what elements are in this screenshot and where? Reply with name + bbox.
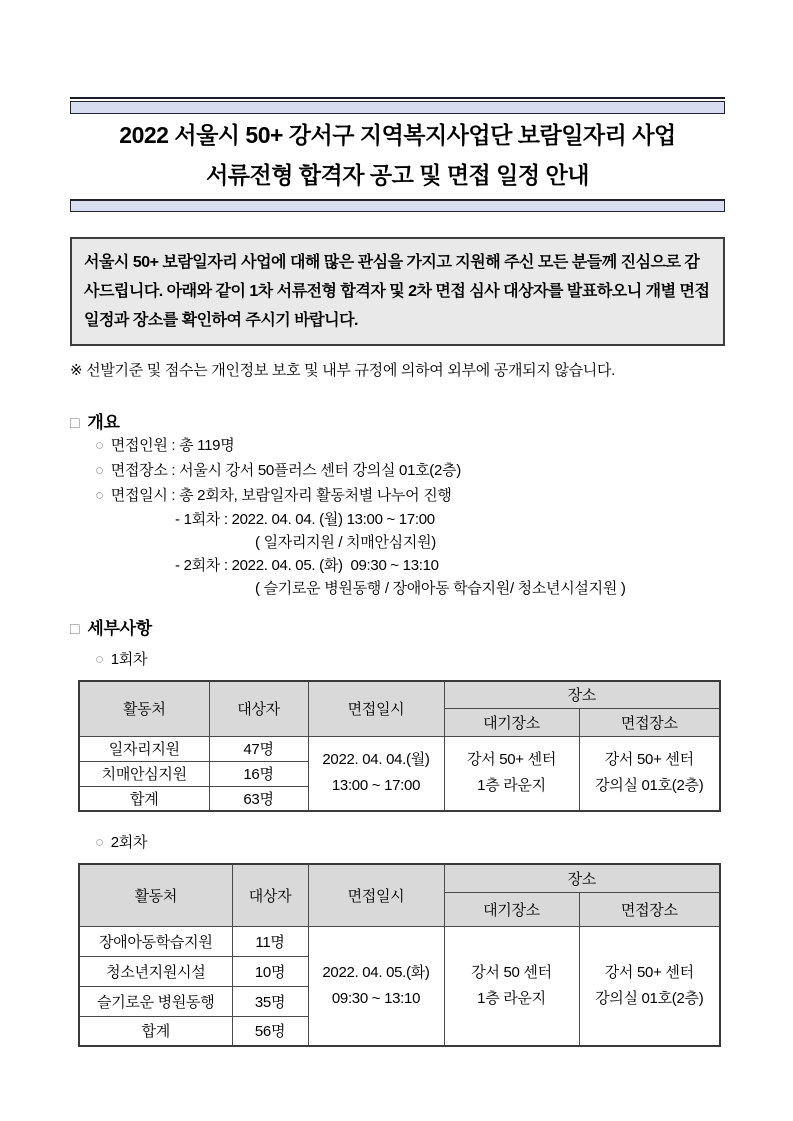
notice-box: 서울시 50+ 보람일자리 사업에 대해 많은 관심을 가지고 지원해 주신 모든 분들께 진심으로 감사드립니다. 아래와 같이 1차 서류전형 합격자 및 2차 면접 심사 대상자를 발표하오니 개별 면접 일정과 장소를 확인하여 주시기 바랍니다. — [70, 237, 725, 346]
overview-round1-schedule: - 1회차 : 2022. 04. 04. (월) 13:00 ~ 17:00 — [175, 511, 435, 528]
round1-label-text: 1회차 — [110, 651, 148, 668]
privacy-note: ※ 선발기준 및 점수는 개인정보 보호 및 내부 규정에 의하여 외부에 공개되지 않습니다. — [70, 362, 616, 379]
details-heading-label: 세부사항 — [87, 619, 152, 638]
title-block — [70, 97, 725, 212]
overview-round2-schedule: - 2회차 : 2022. 04. 05. (화) 09:30 ~ 13:10 — [175, 557, 439, 574]
overview-item-datetime — [70, 483, 725, 508]
round2-label — [70, 830, 725, 855]
overview-item-text: 면접일시 : 총 2회차, 보람일자리 활동처별 나누어 진행 — [110, 487, 452, 504]
title-rule-top — [70, 97, 725, 99]
header-datetime: 면접일시 — [308, 864, 444, 926]
waiting-place-cell — [444, 926, 579, 1046]
document-title — [70, 114, 725, 197]
overview-heading-label: 개요 — [87, 413, 120, 432]
square-marker: □ — [70, 621, 80, 638]
interview-place-cell — [579, 736, 720, 811]
circle-marker: ○ — [95, 487, 104, 504]
target-cell: 16명 — [209, 761, 308, 786]
activity-cell: 슬기로운 병원동행 — [79, 986, 232, 1016]
interview-place-line2: 강의실 01호(2층) — [595, 777, 704, 795]
overview-round2-activities: ( 슬기로운 병원동행 / 장애아동 학습지원/ 청소년시설지원 ) — [255, 580, 626, 597]
table-row — [79, 736, 720, 761]
header-datetime: 면접일시 — [308, 681, 444, 736]
overview-item-location — [70, 458, 725, 483]
circle-marker: ○ — [95, 462, 104, 479]
target-cell: 63명 — [209, 786, 308, 811]
datetime-date: 2022. 04. 04.(월) — [322, 751, 430, 769]
round1-label — [70, 647, 725, 672]
datetime-date: 2022. 04. 05.(화) — [322, 963, 430, 981]
round2-table — [78, 863, 721, 1047]
datetime-cell — [308, 926, 444, 1046]
datetime-time: 13:00 ~ 17:00 — [331, 777, 421, 795]
waiting-place-line1: 강서 50+ 센터 — [466, 751, 557, 769]
interview-place-line1: 강서 50+ 센터 — [604, 751, 694, 769]
activity-cell: 장애아동학습지원 — [79, 926, 232, 956]
waiting-place-line2: 1층 라운지 — [477, 777, 546, 795]
overview-item-text: 면접인원 : 총 119명 — [110, 437, 235, 454]
header-interview-place: 면접장소 — [579, 708, 720, 736]
table-header-row — [79, 681, 720, 708]
header-waiting-place: 대기장소 — [444, 892, 579, 926]
header-target: 대상자 — [232, 864, 308, 926]
waiting-place-line1: 강서 50 센터 — [471, 963, 552, 981]
datetime-time: 09:30 ~ 13:10 — [331, 989, 421, 1007]
overview-round1-activities: ( 일자리지원 / 치매안심지원) — [255, 534, 436, 551]
interview-place-line1: 강서 50+ 센터 — [604, 963, 694, 981]
header-activity: 활동처 — [79, 864, 232, 926]
header-interview-place: 면접장소 — [579, 892, 720, 926]
header-place: 장소 — [444, 864, 720, 892]
target-cell: 56명 — [232, 1016, 308, 1046]
table-row — [79, 926, 720, 956]
header-place: 장소 — [444, 681, 720, 708]
target-cell: 10명 — [232, 956, 308, 986]
title-band-top — [70, 101, 725, 114]
circle-marker: ○ — [95, 651, 104, 668]
overview-item-interviewees — [70, 433, 725, 458]
target-cell: 35명 — [232, 986, 308, 1016]
overview-item-text: 면접장소 : 서울시 강서 50플러스 센터 강의실 01호(2층) — [110, 462, 461, 479]
waiting-place-line2: 1층 라운지 — [477, 989, 546, 1007]
interview-place-cell — [579, 926, 720, 1046]
circle-marker: ○ — [95, 437, 104, 454]
activity-cell: 일자리지원 — [79, 736, 209, 761]
activity-cell: 합계 — [79, 786, 209, 811]
round1-table — [78, 680, 721, 812]
header-target: 대상자 — [209, 681, 308, 736]
activity-cell: 청소년지원시설 — [79, 956, 232, 986]
target-cell: 47명 — [209, 736, 308, 761]
table-header-row — [79, 864, 720, 892]
datetime-cell — [308, 736, 444, 811]
square-marker: □ — [70, 415, 80, 432]
details-heading — [70, 614, 725, 639]
header-waiting-place: 대기장소 — [444, 708, 579, 736]
interview-place-line2: 강의실 01호(2층) — [595, 989, 704, 1007]
document-title-line1: 2022 서울시 50+ 강서구 지역복지사업단 보람일자리 사업 — [119, 122, 676, 148]
title-band-bottom — [70, 199, 725, 212]
round2-label-text: 2회차 — [110, 834, 148, 851]
activity-cell: 합계 — [79, 1016, 232, 1046]
document-title-line2: 서류전형 합격자 공고 및 면접 일정 안내 — [206, 162, 589, 188]
waiting-place-cell — [444, 736, 579, 811]
header-activity: 활동처 — [79, 681, 209, 736]
target-cell: 11명 — [232, 926, 308, 956]
activity-cell: 치매안심지원 — [79, 761, 209, 786]
circle-marker: ○ — [95, 834, 104, 851]
overview-heading — [70, 408, 725, 433]
